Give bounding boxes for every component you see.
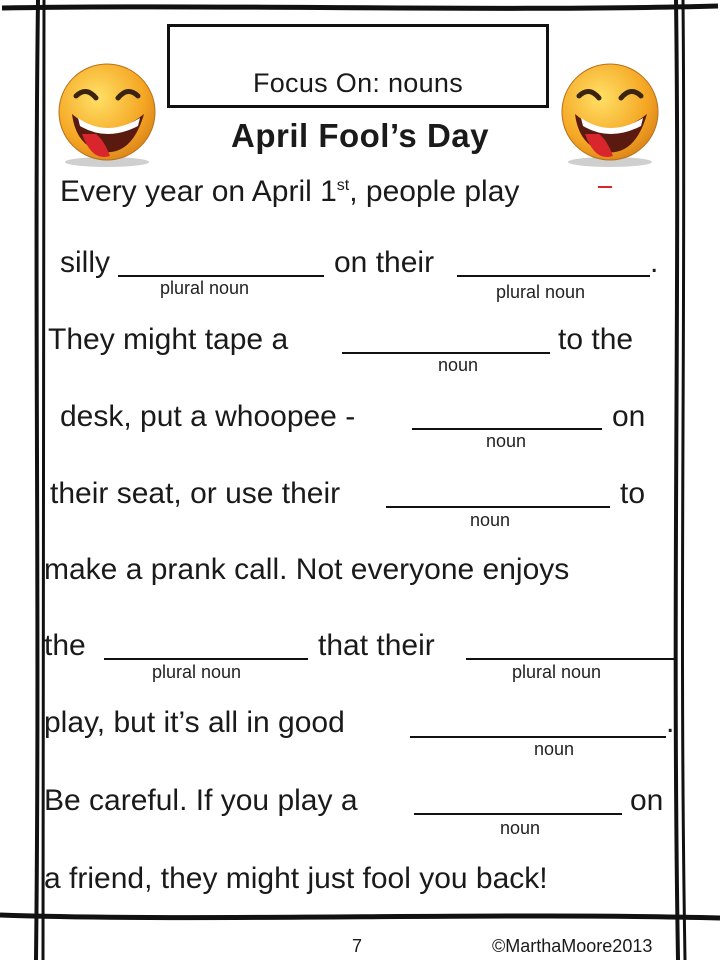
answer-blank[interactable] [342, 352, 550, 354]
story-line-7 [0, 626, 720, 666]
story-line-1 [0, 166, 720, 206]
blank-hint: plural noun [152, 662, 242, 682]
story-line-4 [0, 397, 720, 437]
answer-blank[interactable] [414, 813, 622, 815]
story-text: Every year on April 1st, people play [60, 175, 520, 208]
story-line-9 [0, 781, 720, 821]
story-line-5 [0, 474, 720, 514]
blank-hint: plural noun [160, 278, 250, 298]
story-text: their seat, or use their [50, 477, 341, 510]
story-text: Be careful. If you play a [44, 784, 358, 817]
story-text: a friend, they might just fool you back! [44, 862, 548, 895]
answer-blank[interactable] [386, 506, 610, 508]
answer-blank[interactable] [410, 736, 666, 738]
story-text: make a prank call. Not everyone enjoys [44, 553, 570, 586]
story-line-2 [0, 243, 720, 283]
answer-blank[interactable] [412, 428, 602, 430]
blank-hint: noun [470, 510, 511, 530]
red-mark [598, 186, 612, 188]
story-text: to [620, 477, 646, 510]
story-text: on [612, 400, 646, 433]
answer-blank[interactable] [457, 275, 650, 277]
story-line-10 [0, 859, 720, 899]
answer-blank[interactable] [466, 658, 674, 660]
story-text: . [650, 246, 659, 279]
blank-hint: noun [500, 818, 541, 838]
story-text: to the [558, 323, 634, 356]
focus-label: Focus On: nouns [252, 68, 464, 98]
story-text: that their [318, 629, 435, 662]
story-text: on their [334, 246, 435, 279]
story-text: They might tape a [48, 323, 289, 356]
story-text: desk, put a whoopee - [60, 400, 356, 433]
answer-blank[interactable] [118, 275, 324, 277]
page-title: April Fool’s Day [231, 117, 489, 154]
copyright: ©MarthaMoore2013 [492, 936, 653, 956]
story-line-6 [0, 550, 720, 590]
page-number: 7 [352, 936, 363, 956]
story-text: . [666, 706, 675, 739]
story-line-3 [0, 320, 720, 360]
story-text: the [44, 629, 86, 662]
blank-hint: plural noun [496, 282, 586, 302]
answer-blank[interactable] [104, 658, 308, 660]
story-text: play, but it’s all in good [44, 706, 345, 739]
blank-hint: noun [534, 739, 575, 759]
blank-hint: plural noun [512, 662, 602, 682]
story-text: silly [60, 246, 110, 279]
blank-hint: noun [438, 355, 479, 375]
blank-hint: noun [486, 431, 527, 451]
story-text: on [630, 784, 664, 817]
